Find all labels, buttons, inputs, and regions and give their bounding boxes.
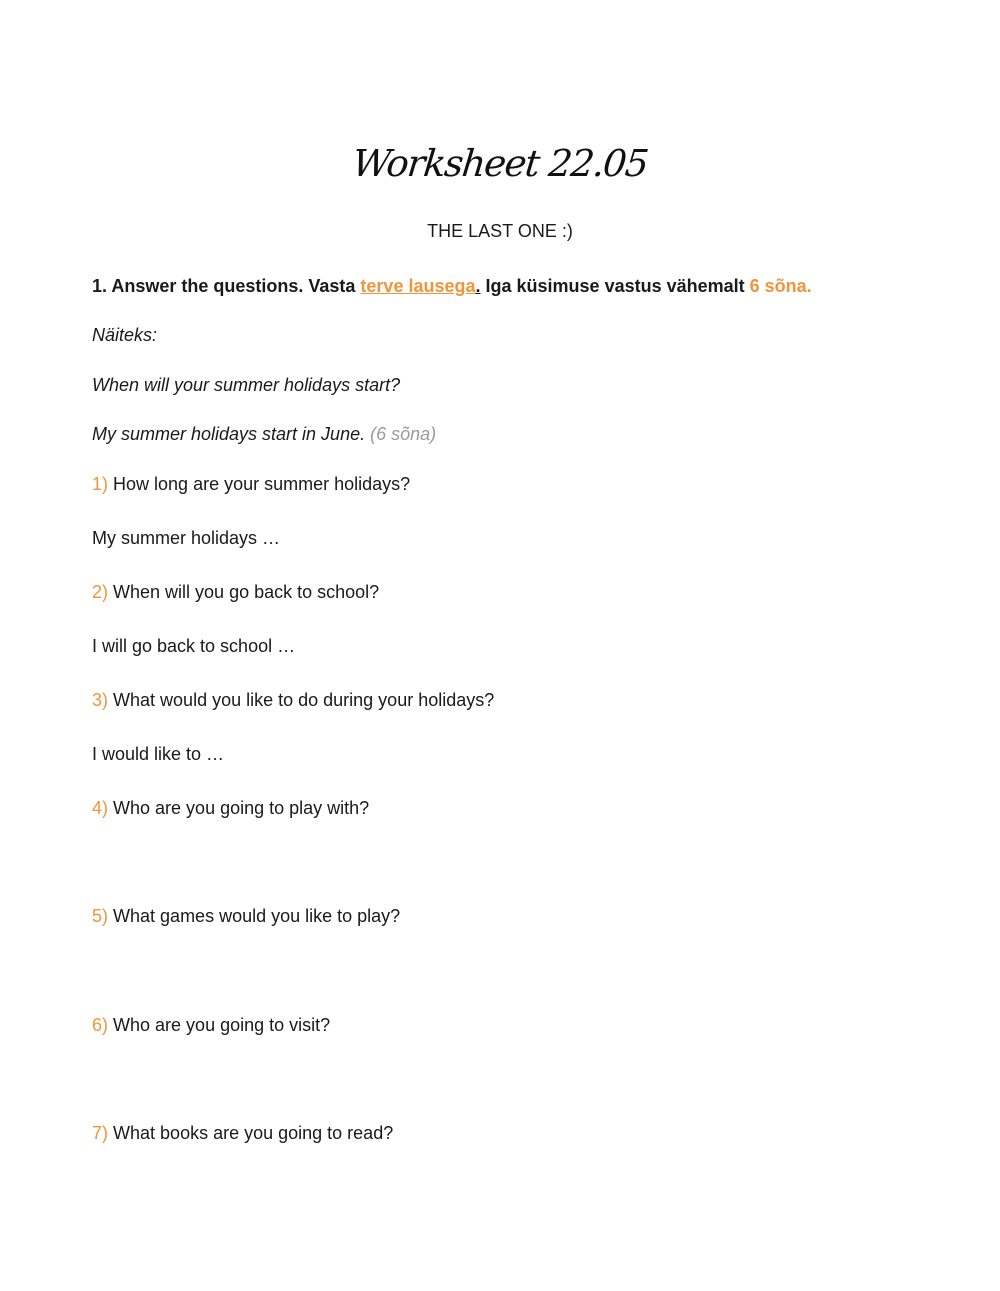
answer-start-1: My summer holidays …	[92, 528, 281, 548]
question-number: 2)	[92, 582, 109, 602]
instruction-word-count: 6 sõna.	[749, 276, 812, 296]
example-answer	[92, 424, 436, 445]
example-label: Näiteks:	[92, 325, 158, 345]
question-3	[92, 690, 494, 711]
instruction	[92, 276, 812, 297]
question-text: What would you like to do during your holidays?	[113, 690, 495, 710]
question-number: 5)	[92, 906, 109, 926]
question-2	[92, 582, 379, 603]
question-text: How long are your summer holidays?	[113, 474, 411, 494]
question-text: Who are you going to visit?	[113, 1015, 331, 1035]
question-4	[92, 798, 369, 819]
page-title: Worksheet 22.05	[350, 142, 650, 185]
question-5	[92, 906, 400, 927]
instruction-text-2: Iga küsimuse vastus vähemalt	[480, 276, 750, 296]
question-7	[92, 1123, 393, 1144]
answer-start-2: I will go back to school …	[92, 636, 296, 656]
question-text: Who are you going to play with?	[113, 798, 370, 818]
question-text: What games would you like to play?	[113, 906, 401, 926]
instruction-link-full-sentence[interactable]: terve lausega	[360, 276, 476, 296]
question-number: 6)	[92, 1015, 109, 1035]
instruction-period: .	[475, 276, 481, 296]
question-text: What books are you going to read?	[113, 1123, 394, 1143]
question-6	[92, 1015, 330, 1036]
question-number: 7)	[92, 1123, 109, 1143]
example-word-count: (6 sõna)	[370, 424, 437, 444]
question-number: 1)	[92, 474, 109, 494]
question-text: When will you go back to school?	[113, 582, 380, 602]
answer-start-3: I would like to …	[92, 744, 225, 764]
example-question: When will your summer holidays start?	[92, 375, 401, 395]
page-subtitle: THE LAST ONE :)	[427, 221, 573, 241]
question-number: 3)	[92, 690, 109, 710]
question-number: 4)	[92, 798, 109, 818]
instruction-text-1: 1. Answer the questions. Vasta	[92, 276, 361, 296]
question-1	[92, 474, 410, 495]
example-answer-text: My summer holidays start in June.	[92, 424, 366, 444]
